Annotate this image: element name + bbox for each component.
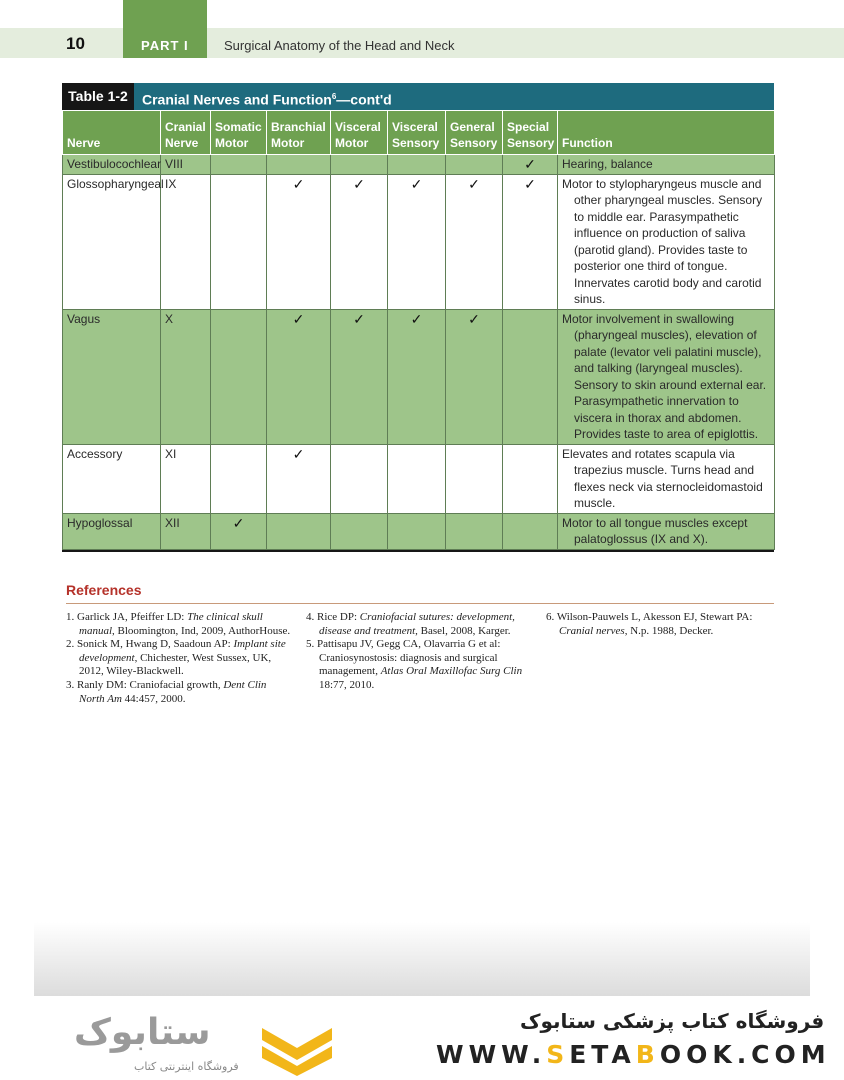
- column-header-line2: Nerve: [67, 136, 101, 150]
- check-cell: [267, 444, 331, 513]
- table-bottom-rule: [62, 550, 774, 552]
- check-mark-icon: ✓: [292, 445, 305, 462]
- function-text: Elevates and rotates scapula via trapezius muscle. Turns head and flexes neck via sternocleidomastoid muscle.: [558, 444, 775, 513]
- check-cell: [388, 309, 446, 444]
- function-text: Motor to stylopharyngeus muscle and other pharyngeal muscles. Sensory to middle ear. Parasympathetic influence on production of saliva (parotid gland). Provides taste to posterior one third of tongue. Innervates carotid body and carotid sinus.: [558, 174, 775, 309]
- check-cell: [503, 309, 558, 444]
- check-mark-icon: ✓: [232, 514, 245, 531]
- check-mark-icon: ✓: [468, 310, 480, 327]
- shop-url[interactable]: [436, 1040, 831, 1069]
- check-cell: [267, 155, 331, 175]
- column-header-line1: [562, 119, 770, 135]
- reference-number: 4.: [306, 611, 315, 623]
- column-header-line1: Visceral: [335, 120, 381, 134]
- check-cell: [388, 155, 446, 175]
- check-mark-icon: ✓: [468, 175, 480, 192]
- check-cell: [331, 155, 388, 175]
- reference-item: [306, 611, 532, 638]
- table-caption-suffix: —cont'd: [336, 91, 392, 108]
- check-cell: [267, 513, 331, 549]
- check-cell: [503, 513, 558, 549]
- check-cell: [503, 444, 558, 513]
- url-highlight-s: S: [546, 1040, 570, 1069]
- check-cell: [331, 309, 388, 444]
- check-mark-icon: ✓: [292, 175, 305, 192]
- reference-details: , Chichester, West Sussex, UK, 2012, Wiley-Blackwell.: [79, 651, 272, 678]
- check-cell: [388, 444, 446, 513]
- check-cell: [331, 174, 388, 309]
- column-header: [388, 111, 446, 155]
- column-header: [161, 111, 211, 155]
- reference-title: Cranial nerves: [559, 624, 625, 637]
- part-label: PART I: [141, 38, 189, 53]
- table-row: [63, 513, 775, 549]
- nerve-name: Vagus: [63, 309, 161, 444]
- check-mark-icon: ✓: [410, 310, 423, 327]
- column-header-line1: Visceral: [392, 120, 438, 134]
- reference-details: 44:457, 2000.: [121, 692, 186, 705]
- reference-item: [306, 638, 532, 692]
- column-header-line2: Nerve: [165, 136, 199, 150]
- cranial-nerves-table: [62, 83, 774, 552]
- column-header: [446, 111, 503, 155]
- reference-authors: Wilson-Pauwels L, Akesson EJ, Stewart PA:: [556, 611, 753, 623]
- reference-title: Atlas Oral Maxillofac Surg Clin: [380, 665, 523, 678]
- references-column-1: [66, 611, 292, 706]
- column-header: [267, 111, 331, 155]
- check-mark-icon: ✓: [353, 310, 365, 327]
- nerve-number: VIII: [161, 155, 211, 175]
- table-title-bar: [62, 83, 774, 110]
- table-number: Table 1-2: [62, 83, 134, 110]
- url-suffix: OOK.COM: [659, 1040, 831, 1069]
- nerve-number: XI: [161, 444, 211, 513]
- footer-gradient: [34, 922, 810, 996]
- running-title: Surgical Anatomy of the Head and Neck: [224, 38, 455, 53]
- check-cell: [331, 513, 388, 549]
- table-caption-text: Cranial Nerves and Function: [142, 91, 332, 108]
- check-cell: [331, 444, 388, 513]
- check-cell: [211, 513, 267, 549]
- column-header-line2: Motor: [271, 136, 305, 150]
- column-header-line2: Function: [562, 136, 613, 150]
- column-header-line1: General: [450, 120, 495, 134]
- column-header-line1: Somatic: [215, 120, 262, 134]
- column-header-line2: Sensory: [450, 136, 498, 150]
- nerve-name: Glossopharyngeal: [63, 174, 161, 309]
- reference-authors: Garlick JA, Pfeiffer LD:: [77, 611, 188, 623]
- reference-details: , N.p. 1988, Decker.: [624, 624, 714, 637]
- references-rule: [66, 603, 774, 604]
- nerve-number: IX: [161, 174, 211, 309]
- column-header-line2: Sensory: [392, 136, 440, 150]
- table-row: [63, 174, 775, 309]
- nerve-name: Hypoglossal: [63, 513, 161, 549]
- nerve-number: XII: [161, 513, 211, 549]
- reference-title: The clinical skull manual: [79, 611, 263, 637]
- table-body: [63, 155, 775, 550]
- column-header-line2: Motor: [335, 136, 369, 150]
- check-cell: [388, 513, 446, 549]
- check-cell: [267, 309, 331, 444]
- function-text: Motor to all tongue muscles except palatoglossus (IX and X).: [558, 513, 775, 549]
- reference-item: [66, 679, 292, 706]
- check-cell: [211, 309, 267, 444]
- reference-number: 5.: [306, 638, 315, 651]
- reference-authors: Pattisapu JV, Gegg CA, Olavarria G et al: Craniosynostosis: diagnosis and surgical management,: [317, 638, 501, 678]
- chevron-logo-icon: [262, 1018, 332, 1076]
- check-cell: [446, 309, 503, 444]
- check-cell: [446, 444, 503, 513]
- column-header-line1: Branchial: [271, 120, 326, 134]
- reference-item: [66, 638, 292, 679]
- check-cell: [446, 155, 503, 175]
- check-mark-icon: ✓: [292, 310, 305, 327]
- check-cell: [503, 155, 558, 175]
- nerve-name: Accessory: [63, 444, 161, 513]
- reference-item: [66, 611, 292, 638]
- references-column-2: [306, 611, 532, 693]
- check-cell: [446, 513, 503, 549]
- table-caption: [142, 83, 392, 114]
- check-cell: [267, 174, 331, 309]
- url-mid: ETA: [569, 1040, 636, 1069]
- reference-details: 18:77, 2010.: [319, 678, 375, 691]
- reference-number: 6.: [546, 611, 555, 623]
- reference-number: 2.: [66, 638, 75, 651]
- check-mark-icon: ✓: [410, 175, 423, 192]
- column-header-line2: Sensory: [507, 136, 555, 150]
- check-cell: [211, 155, 267, 175]
- references-heading: References: [66, 582, 142, 598]
- column-header-line1: Cranial: [165, 120, 206, 134]
- reference-authors: Ranly DM: Craniofacial growth,: [77, 678, 224, 691]
- column-header: [211, 111, 267, 155]
- table-grid: [62, 110, 775, 550]
- check-cell: [211, 174, 267, 309]
- check-mark-icon: ✓: [524, 156, 536, 172]
- check-cell: [388, 174, 446, 309]
- reference-item: [546, 611, 774, 638]
- column-header: [331, 111, 388, 155]
- function-text: Motor involvement in swallowing (pharyngeal muscles), elevation of palate (levator veli palatini muscle), and talking (laryngeal muscles). Sensory to skin around external ear. Parasympathetic innervation to viscera in thorax and abdomen. Provides taste to area of epiglottis.: [558, 309, 775, 444]
- url-prefix: WWW.: [436, 1040, 547, 1069]
- reference-title: Dent Clin North Am: [79, 678, 267, 705]
- column-header: [503, 111, 558, 155]
- column-header: [63, 111, 161, 155]
- reference-title: Craniofacial sutures: development, disease and treatment: [319, 611, 515, 637]
- setabook-logo: [74, 1012, 244, 1078]
- reference-authors: Rice DP:: [317, 611, 360, 623]
- logo-tagline: فروشگاه اینترنتی کتاب: [134, 1060, 239, 1073]
- column-header-line1: [67, 119, 156, 135]
- reference-authors: Sonick M, Hwang D, Saadoun AP:: [77, 638, 234, 651]
- column-header-line1: Special: [507, 120, 550, 134]
- check-cell: [211, 444, 267, 513]
- table-row: [63, 155, 775, 175]
- table-row: [63, 309, 775, 444]
- reference-number: 1.: [66, 611, 75, 623]
- column-header: [558, 111, 775, 155]
- reference-details: , Basel, 2008, Karger.: [415, 624, 511, 637]
- table-caption-ref: 6: [331, 92, 337, 101]
- check-cell: [503, 174, 558, 309]
- check-mark-icon: ✓: [524, 175, 536, 192]
- reference-number: 3.: [66, 678, 75, 691]
- table-header-row: [63, 111, 775, 155]
- nerve-number: X: [161, 309, 211, 444]
- logo-wordmark: ستابوک: [74, 1012, 211, 1053]
- function-text: Hearing, balance: [558, 155, 775, 175]
- url-highlight-b: B: [635, 1040, 660, 1069]
- column-header-line2: Motor: [215, 136, 249, 150]
- check-cell: [446, 174, 503, 309]
- shop-name: فروشگاه کتاب پزشکی ستابوک: [520, 1009, 825, 1033]
- nerve-name: Vestibulocochlear: [63, 155, 161, 175]
- reference-details: , Bloomington, Ind, 2009, AuthorHouse.: [112, 624, 291, 637]
- check-mark-icon: ✓: [353, 175, 365, 192]
- reference-title: Implant site development: [79, 638, 286, 664]
- table-row: [63, 444, 775, 513]
- page-number: 10: [66, 34, 85, 53]
- references-column-3: [546, 611, 774, 638]
